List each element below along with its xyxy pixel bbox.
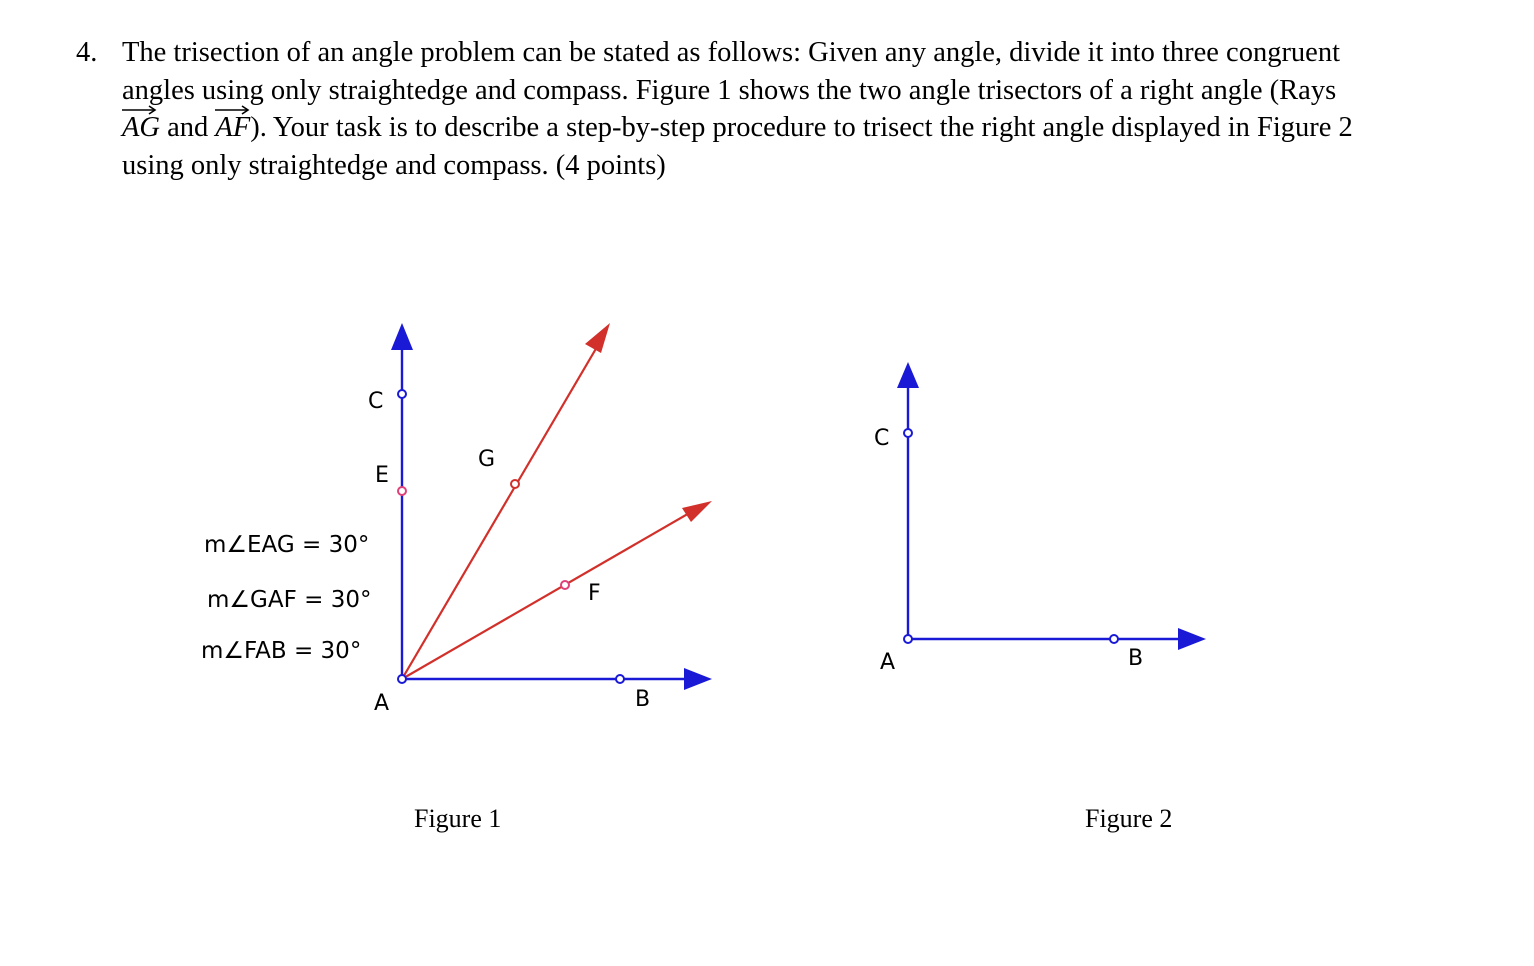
- figure-2-caption: Figure 2: [1085, 804, 1173, 833]
- point-b-fig2: [1110, 635, 1118, 643]
- conjunction-and: and: [160, 112, 216, 143]
- point-c: [398, 390, 406, 398]
- ray-ag-notation: AG: [122, 109, 160, 147]
- label-f: F: [588, 581, 601, 606]
- point-a-fig2: [904, 635, 912, 643]
- measure-gaf: m∠GAF = 30°: [207, 587, 372, 613]
- point-g: [511, 480, 519, 488]
- ray-ac-fig2-arrowhead: [897, 362, 919, 388]
- ray-af-arrowhead: [682, 501, 712, 522]
- label-b: B: [635, 687, 651, 712]
- figure-1-caption: Figure 1: [414, 804, 502, 833]
- point-b: [616, 675, 624, 683]
- ray-ag-arrowhead: [585, 323, 610, 353]
- problem-line-1: The trisection of an angle problem can be stated as follows: Given any angle, divide it into three congruent: [122, 37, 1340, 68]
- label-e: E: [375, 463, 389, 488]
- problem-line-2: angles using only straightedge and compass. Figure 1 shows the two angle trisectors of a right angle (Rays: [122, 74, 1337, 106]
- measure-fab: m∠FAB = 30°: [201, 638, 362, 664]
- ray-af-notation: AF: [215, 109, 250, 147]
- figure-2: [874, 362, 1206, 833]
- point-c-fig2: [904, 429, 912, 437]
- ray-ag: [402, 335, 604, 679]
- problem-line-3-rest: ). Your task is to describe a step-by-step procedure to trisect the right angle displayed in Figure 2: [250, 112, 1353, 143]
- point-f: [561, 581, 569, 589]
- problem-number: 4.: [76, 37, 98, 68]
- figure-1: [201, 323, 712, 833]
- ray-af: [402, 508, 698, 679]
- label-g: G: [478, 447, 496, 472]
- ray-ac-arrowhead: [391, 323, 413, 350]
- point-e: [398, 487, 406, 495]
- ray-ab-arrowhead: [684, 668, 712, 690]
- measure-eag: m∠EAG = 30°: [204, 532, 370, 558]
- label-a-fig2: A: [880, 650, 896, 675]
- label-c-fig2: C: [874, 426, 890, 451]
- label-a: A: [374, 691, 390, 716]
- point-a: [398, 675, 406, 683]
- problem-line-4: using only straightedge and compass. (4 points): [122, 149, 666, 181]
- label-c: C: [368, 389, 384, 414]
- ray-ab-fig2-arrowhead: [1178, 628, 1206, 650]
- label-b-fig2: B: [1128, 646, 1144, 671]
